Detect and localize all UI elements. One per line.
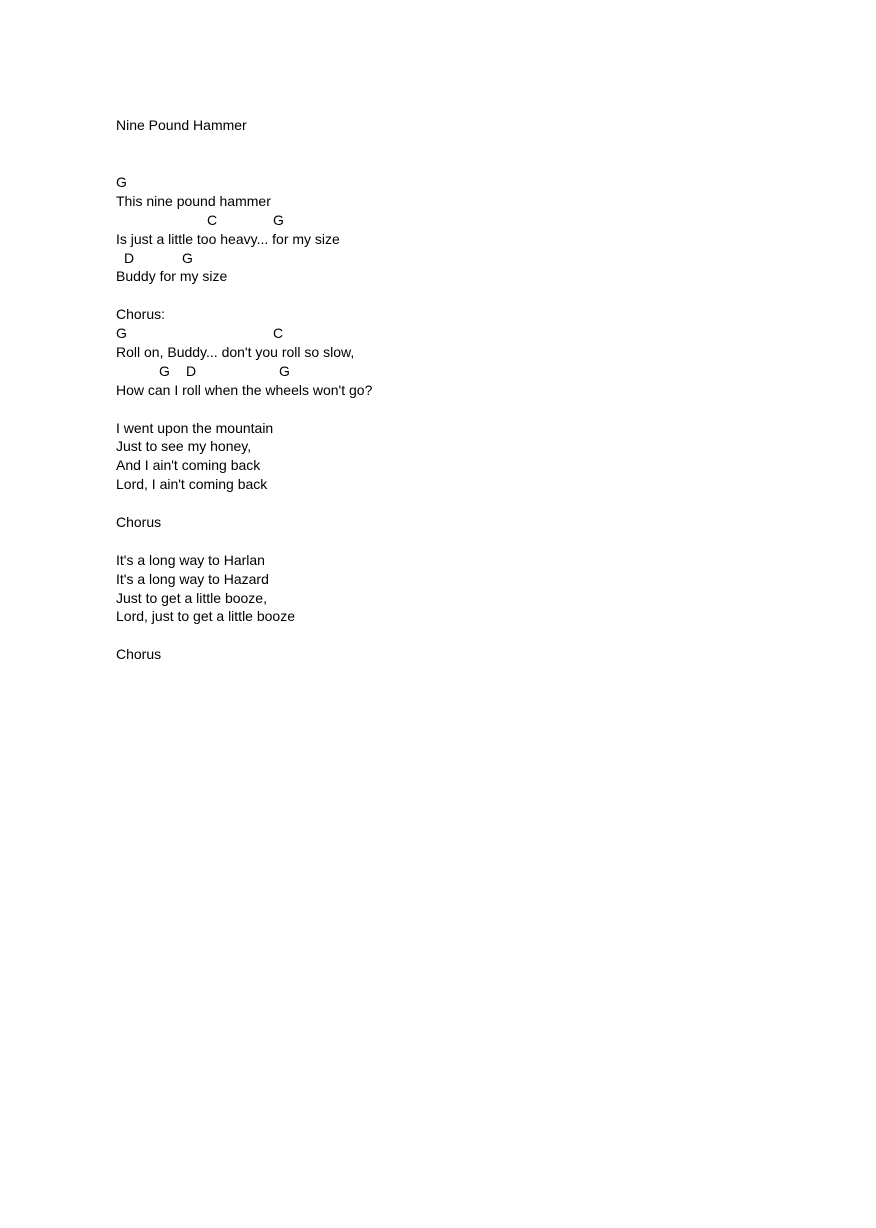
chord-line [116, 362, 372, 381]
lyric-line: Just to get a little booze, [116, 589, 267, 606]
chord-sheet [116, 173, 372, 664]
lyric-line: Lord, just to get a little booze [116, 608, 295, 625]
chord-line [116, 211, 372, 230]
chord: G [116, 174, 127, 190]
lyric-line: How can I roll when the wheels won't go? [116, 381, 373, 398]
song-title: Nine Pound Hammer [116, 117, 247, 133]
chord: G [182, 249, 193, 266]
chord: G [279, 362, 290, 379]
chord-line [116, 324, 372, 343]
chord: G [273, 211, 284, 228]
chord: C [207, 211, 218, 228]
lyric-line: And I ain't coming back [116, 457, 261, 474]
blank-line [116, 532, 372, 551]
blank-line [116, 626, 372, 645]
lyric-line: Buddy for my size [116, 268, 228, 285]
chorus-label: Chorus: [116, 306, 166, 323]
chord: G [159, 362, 170, 379]
chorus-reference: Chorus [116, 514, 162, 531]
lyric-line: Just to see my honey, [116, 438, 252, 455]
chord: D [186, 362, 197, 379]
chorus-reference: Chorus [116, 646, 162, 663]
lyric-line: I went upon the mountain [116, 419, 274, 436]
chord: D [124, 249, 135, 266]
lyric-line: Lord, I ain't coming back [116, 476, 268, 493]
chord-line [116, 249, 372, 268]
blank-line [116, 494, 372, 513]
lyric-line: It's a long way to Hazard [116, 570, 269, 587]
lyric-line: It's a long way to Harlan [116, 551, 265, 568]
lyric-line: Is just a little too heavy... for my size [116, 230, 340, 247]
blank-line [116, 400, 372, 419]
lyric-line: This nine pound hammer [116, 192, 271, 209]
chord: C [273, 325, 284, 342]
chord: G [116, 325, 127, 342]
blank-line [116, 286, 372, 305]
chord-line [116, 173, 372, 192]
lyric-line: Roll on, Buddy... don't you roll so slow, [116, 344, 355, 361]
